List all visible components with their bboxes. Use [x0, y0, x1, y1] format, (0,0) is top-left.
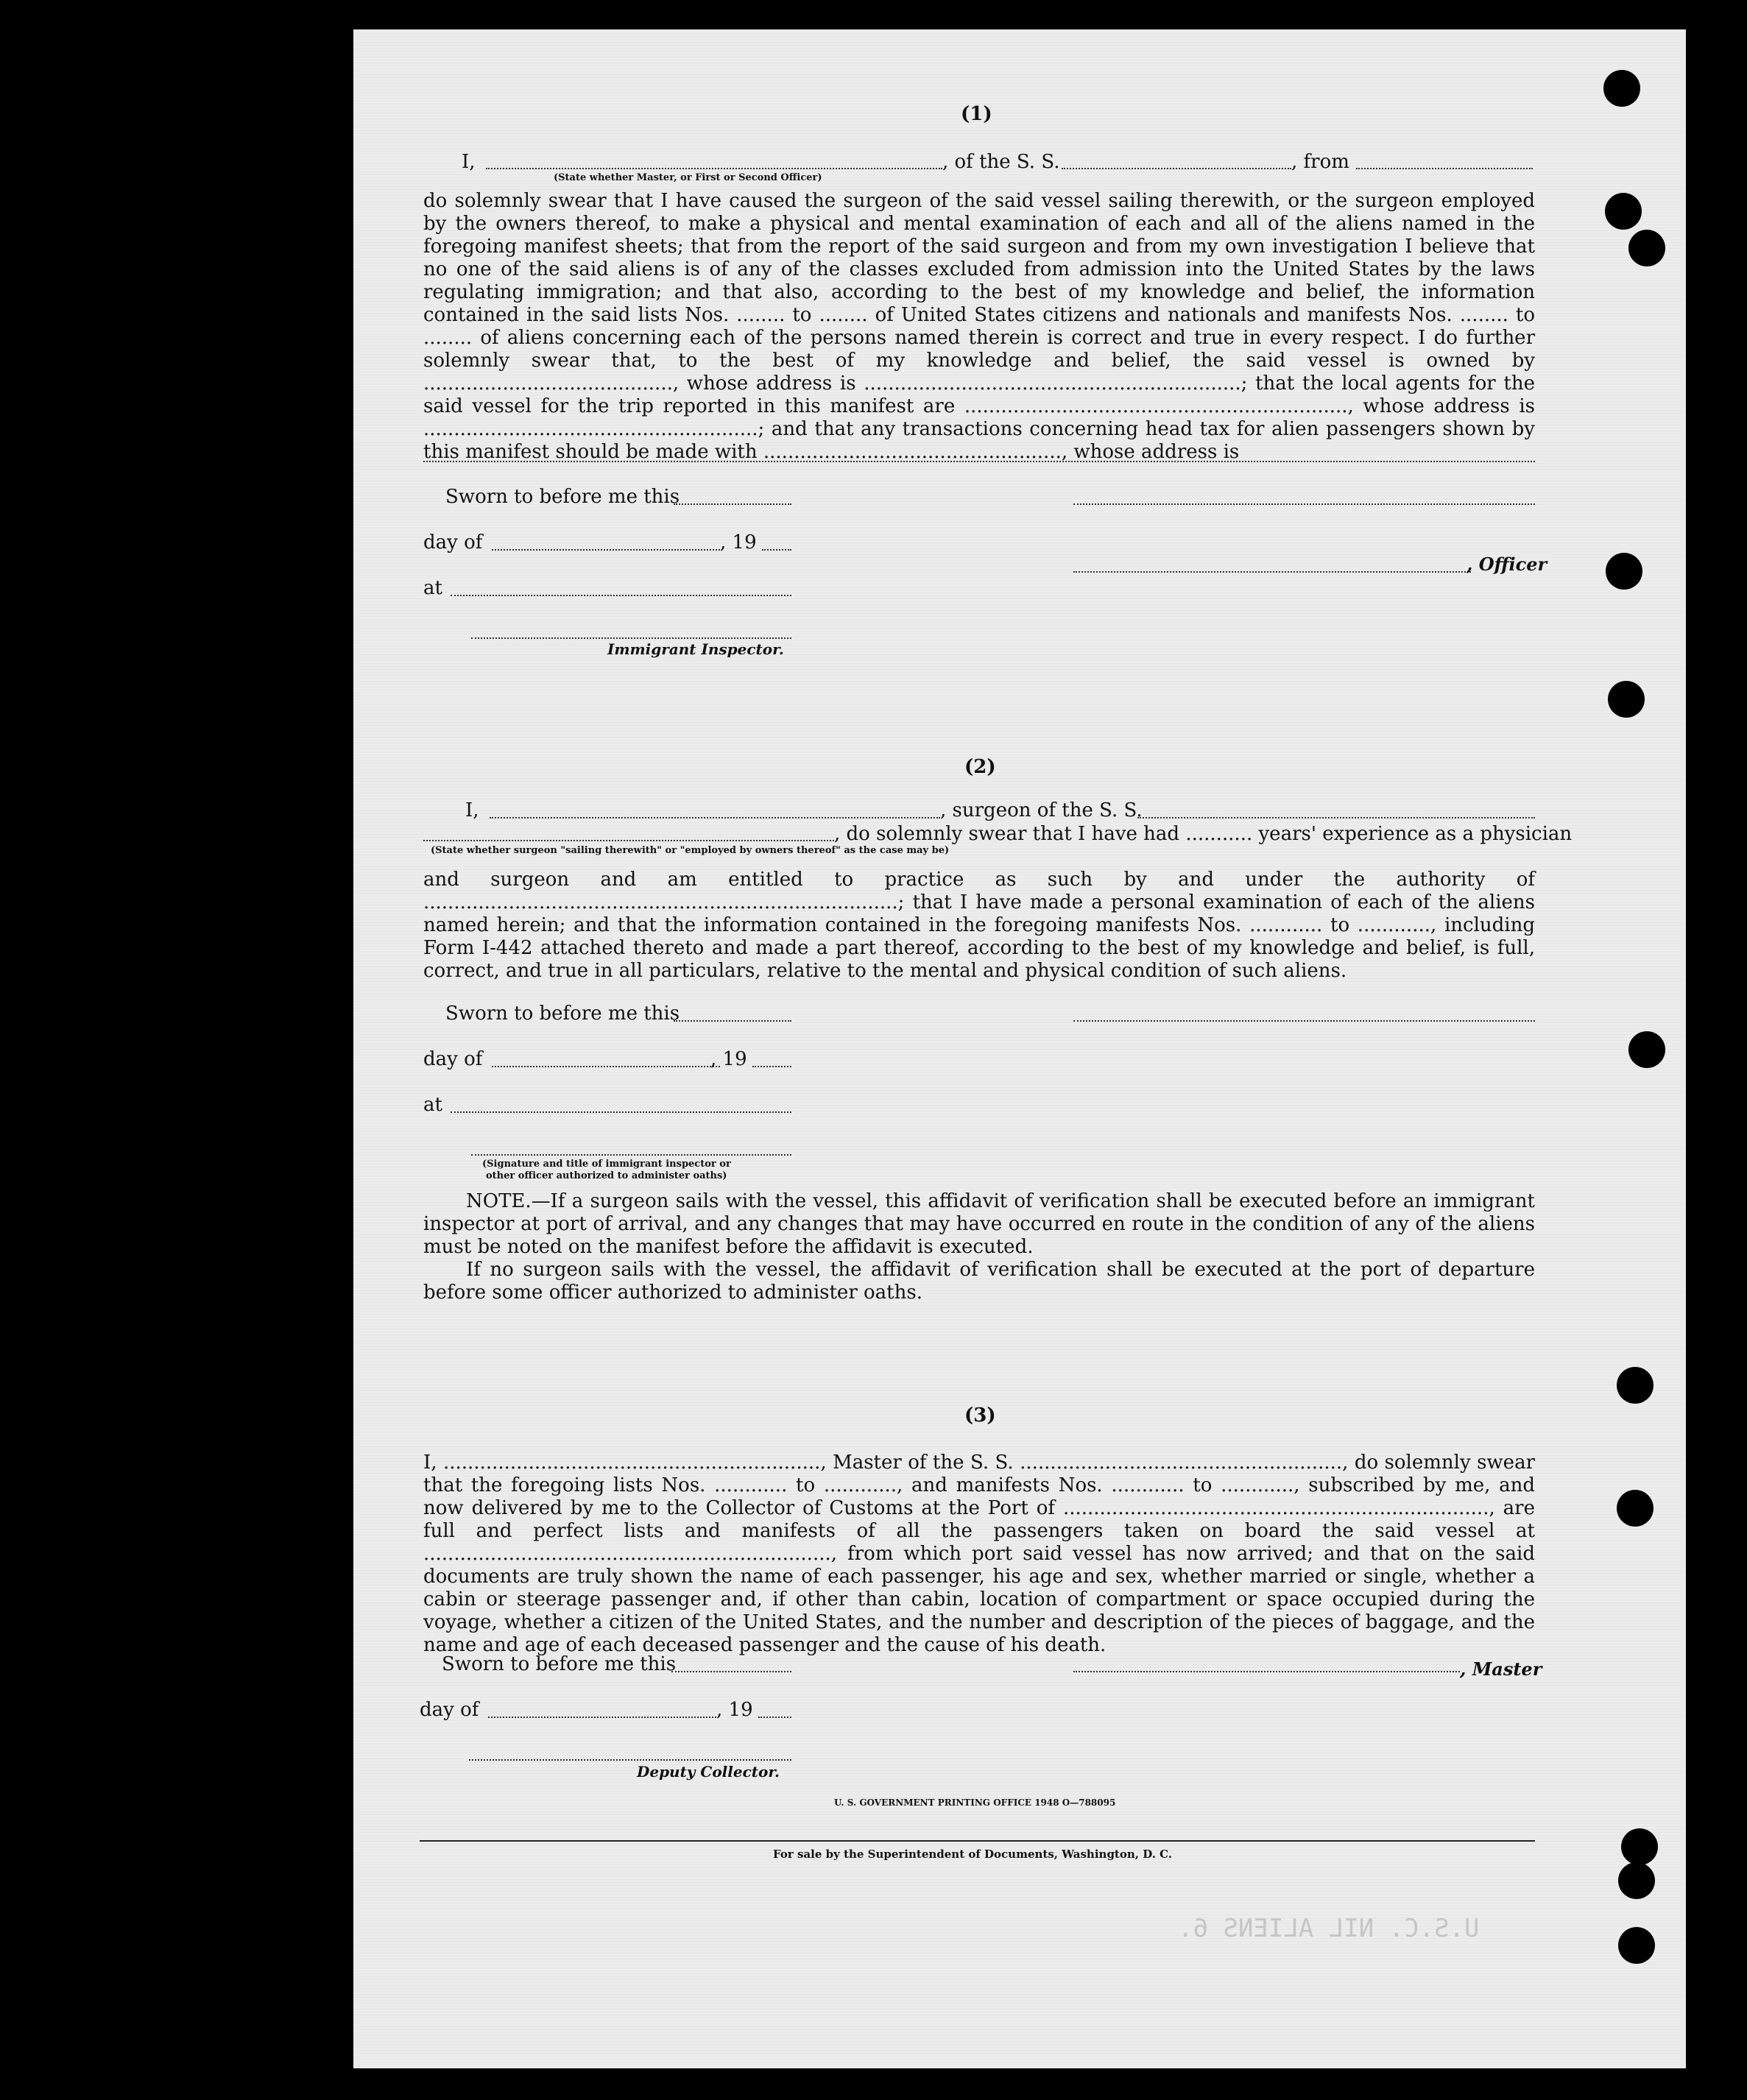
signature-line[interactable] [1073, 571, 1471, 573]
year-label: , 19 [720, 531, 757, 554]
punch-hole [1628, 230, 1665, 266]
years-experience-line: , do solemnly swear that I have had ........... years' experience as a physician [834, 823, 1573, 845]
section-2-number: (2) [964, 756, 996, 778]
day-of-label: day of [423, 1048, 483, 1070]
signature-note-2: other officer authorized to administer oaths) [486, 1170, 727, 1181]
day-of-label: day of [420, 1699, 479, 1721]
fill-line[interactable] [1356, 168, 1533, 169]
gpo-imprint: U. S. GOVERNMENT PRINTING OFFICE 1948 O—788095 [834, 1797, 1116, 1808]
fill-line[interactable] [1062, 168, 1291, 169]
fill-line[interactable] [671, 1671, 791, 1672]
of-the-ss-label: , of the S. S. [942, 151, 1060, 173]
fill-line[interactable] [423, 461, 1535, 462]
officer-caption: , Officer [1467, 554, 1547, 575]
signature-note-1: (Signature and title of immigrant inspector or [482, 1159, 731, 1170]
punch-hole [1617, 1367, 1654, 1404]
at-label: at [423, 1094, 442, 1116]
master-caption: , Master [1460, 1658, 1542, 1680]
signature-line[interactable] [1073, 1671, 1460, 1672]
fill-line[interactable] [423, 840, 834, 841]
section-1-number: (1) [961, 103, 992, 125]
punch-hole [1628, 1031, 1665, 1068]
punch-hole [1606, 553, 1642, 590]
sworn-label: Sworn to before me this [445, 486, 680, 508]
footer-rule [420, 1840, 1535, 1842]
punch-hole [1618, 1862, 1655, 1899]
section-3-number: (3) [964, 1404, 996, 1426]
fill-line[interactable] [490, 817, 940, 819]
fill-line[interactable] [674, 503, 791, 505]
year-label: , 19 [710, 1048, 747, 1070]
fill-line[interactable] [492, 549, 720, 551]
fill-line[interactable] [762, 549, 791, 551]
fill-line[interactable] [758, 1717, 791, 1718]
section-2-i: I, [465, 799, 479, 821]
punch-hole [1621, 1828, 1658, 1865]
punch-hole [1603, 70, 1640, 107]
signature-line[interactable] [471, 637, 791, 639]
signature-line[interactable] [471, 1154, 791, 1156]
from-label: , from [1291, 151, 1349, 173]
section-3-body: I, .............................................................., Master of the S. S. ....................................................., do solemnly swear that the foregoing lists Nos. ............ to ............, and manifests Nos. ............ to ............, subscribed by me, and now delivered by me to the Collector of Customs at the Port of ......................................................................, are full and perfect lists and manifests of all the passengers taken on board the said vessel at ..................................................................., from which port said vessel has now arrived; and that on the said documents are truly shown the name of each passenger, his age and sex, whether married or single, whether a cabin or steerage passenger and, if other than cabin, location of compartment or space occupied during the voyage, whether a citizen of the United States, and the number and description of the pieces of baggage, and the name and age of each deceased passenger and the cause of his death. [423, 1452, 1535, 1656]
sworn-label: Sworn to before me this [445, 1003, 680, 1025]
note-paragraph-2: If no surgeon sails with the vessel, the affidavit of verification shall be executed at the port of departure before some officer authorized to administer oaths. [423, 1259, 1535, 1304]
immigrant-inspector-caption: Immigrant Inspector. [607, 640, 784, 658]
fill-line[interactable] [451, 1111, 791, 1113]
section-1-i: I, [462, 151, 476, 173]
punch-hole [1618, 1927, 1655, 1964]
fill-line[interactable] [488, 1717, 716, 1718]
punch-hole [1617, 1490, 1654, 1527]
fill-line[interactable] [752, 1066, 791, 1067]
signature-line[interactable] [1073, 503, 1535, 505]
fill-line[interactable] [674, 1020, 791, 1022]
surgeon-of-ss-label: , surgeon of the S. S. [940, 799, 1143, 821]
fill-line[interactable] [486, 168, 942, 169]
punch-hole [1608, 681, 1645, 718]
year-label: , 19 [716, 1699, 753, 1721]
bleed-through-text: U.S.C. NIL ALIENS 6. [1178, 1914, 1480, 1943]
fill-line[interactable] [451, 595, 791, 596]
fill-line[interactable] [492, 1066, 720, 1067]
section-1-body: do solemnly swear that I have caused the surgeon of the said vessel sailing therewith, or the surgeon employed by the owners thereof, to make a physical and mental examination of each and all of the aliens named in the foregoing manifest sheets; that from the report of the said surgeon and from my own investigation I believe that no one of the said aliens is of any of the classes excluded from admission into the United States by the laws regulating immigration; and that also, according to the best of my knowledge and belief, the information contained in the said lists Nos. ........ to ........ of United States citizens and nationals and manifests Nos. ........ to ........ of aliens concerning each of the persons named therein is correct and true in every respect. I do further solemnly swear that, to the best of my knowledge and belief, the said vessel is owned by ........................................., whose address is ..............................................................; that the local agents for the said vessel for the trip reported in this manifest are ..............................................................., whose address is .......................................................; and that any transactions concerning head tax for alien passengers shown by this manifest should be made with ................................................., whose address is [423, 190, 1535, 463]
fill-line[interactable] [1137, 817, 1535, 819]
sworn-label: Sworn to before me this [442, 1653, 677, 1675]
note-paragraph: NOTE.—If a surgeon sails with the vessel, this affidavit of verification shall be executed before an immigrant inspector at port of arrival, and any changes that may have occurred en route in the condition of any of the aliens must be noted on the manifest before the affidavit is executed. [423, 1190, 1535, 1258]
sale-notice: For sale by the Superintendent of Documents, Washington, D. C. [773, 1848, 1173, 1861]
section-2-body: and surgeon and am entitled to practice as such by and under the authority of ..............................................................................; that I have made a personal examination of each of the aliens named herein; and that the information contained in the foregoing manifests Nos. ............ to ............, including Form I-442 attached thereto and made a part thereof, according to the best of my knowledge and belief, is full, correct, and true in all particulars, relative to the mental and physical condition of such aliens. [423, 869, 1535, 982]
at-label: at [423, 577, 442, 599]
punch-hole [1605, 193, 1642, 230]
deputy-collector-caption: Deputy Collector. [637, 1763, 780, 1781]
officer-rank-note: (State whether Master, or First or Second Officer) [554, 172, 822, 183]
day-of-label: day of [423, 531, 483, 554]
surgeon-status-note: (State whether surgeon "sailing therewith" or "employed by owners thereof" as the case may be) [431, 845, 950, 856]
signature-line[interactable] [1073, 1020, 1535, 1022]
signature-line[interactable] [469, 1759, 791, 1761]
